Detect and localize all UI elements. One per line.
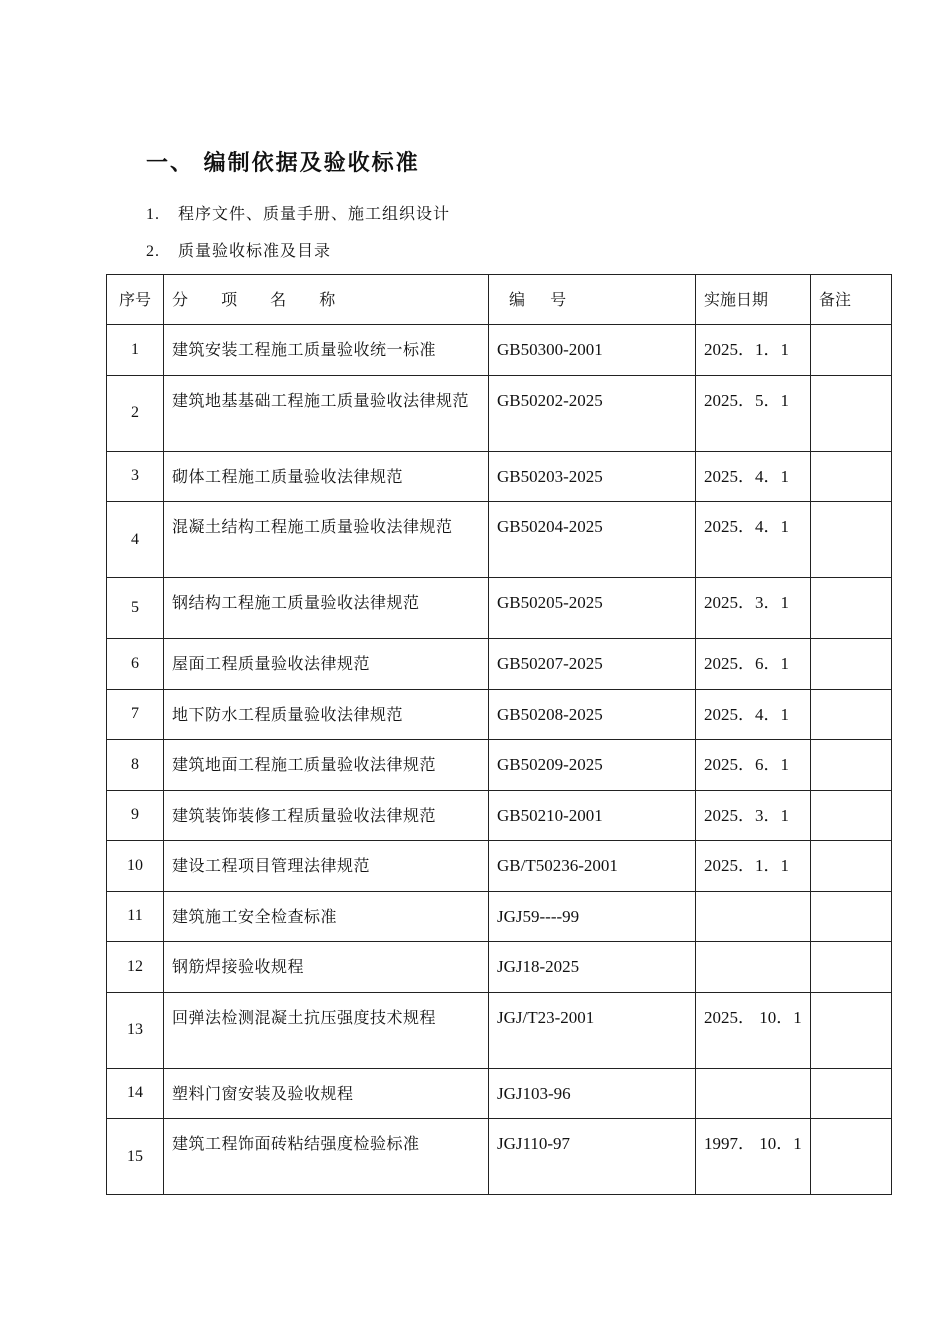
row-remark bbox=[811, 891, 892, 942]
table-row bbox=[107, 689, 892, 740]
row-code: GB50300-2001 bbox=[489, 325, 696, 376]
row-name: 建筑地面工程施工质量验收法律规范 bbox=[164, 740, 489, 791]
row-date: 2025．4．1 bbox=[696, 502, 811, 578]
table-row bbox=[107, 740, 892, 791]
row-date: 2025．3．1 bbox=[696, 578, 811, 639]
row-name: 建筑装饰装修工程质量验收法律规范 bbox=[164, 790, 489, 841]
table-row bbox=[107, 992, 892, 1068]
row-remark bbox=[811, 841, 892, 892]
row-index: 13 bbox=[107, 992, 164, 1068]
row-name: 钢结构工程施工质量验收法律规范 bbox=[164, 578, 489, 639]
row-remark bbox=[811, 689, 892, 740]
row-name: 塑料门窗安装及验收规程 bbox=[164, 1068, 489, 1119]
section-title: 一、 编制依据及验收标准 bbox=[146, 151, 420, 176]
row-name: 建筑地基基础工程施工质量验收法律规范 bbox=[164, 375, 489, 451]
row-code: JGJ103-96 bbox=[489, 1068, 696, 1119]
row-remark bbox=[811, 740, 892, 791]
table-row bbox=[107, 1068, 892, 1119]
row-name: 钢筋焊接验收规程 bbox=[164, 942, 489, 993]
table-row bbox=[107, 790, 892, 841]
header-date: 实施日期 bbox=[696, 275, 811, 325]
row-remark bbox=[811, 639, 892, 690]
row-code: GB50205-2025 bbox=[489, 578, 696, 639]
header-name: 分 项 名 称 bbox=[164, 275, 489, 325]
list-item-number: 1. bbox=[146, 206, 160, 223]
row-index: 1 bbox=[107, 325, 164, 376]
row-name: 回弹法检测混凝土抗压强度技术规程 bbox=[164, 992, 489, 1068]
list-item-text: 程序文件、质量手册、施工组织设计 bbox=[178, 204, 451, 223]
row-name: 屋面工程质量验收法律规范 bbox=[164, 639, 489, 690]
row-index: 2 bbox=[107, 375, 164, 451]
row-date: 2025．3．1 bbox=[696, 790, 811, 841]
row-date: 2025．4．1 bbox=[696, 689, 811, 740]
row-index: 12 bbox=[107, 942, 164, 993]
list-item bbox=[146, 201, 450, 224]
row-code: JGJ18-2025 bbox=[489, 942, 696, 993]
row-date: 2025． 10．1 bbox=[696, 992, 811, 1068]
row-date: 2025．6．1 bbox=[696, 639, 811, 690]
table-row bbox=[107, 841, 892, 892]
row-index: 4 bbox=[107, 502, 164, 578]
row-index: 8 bbox=[107, 740, 164, 791]
row-code: GB50204-2025 bbox=[489, 502, 696, 578]
row-name: 砌体工程施工质量验收法律规范 bbox=[164, 451, 489, 502]
row-date bbox=[696, 942, 811, 993]
row-remark bbox=[811, 1068, 892, 1119]
row-index: 11 bbox=[107, 891, 164, 942]
header-remark: 备注 bbox=[811, 275, 892, 325]
table-header-row bbox=[107, 275, 892, 325]
row-remark bbox=[811, 451, 892, 502]
row-date: 2025．5．1 bbox=[696, 375, 811, 451]
row-index: 9 bbox=[107, 790, 164, 841]
row-remark bbox=[811, 790, 892, 841]
row-date: 2025．4．1 bbox=[696, 451, 811, 502]
table-row bbox=[107, 942, 892, 993]
list-item-text: 质量验收标准及目录 bbox=[178, 241, 332, 260]
row-date: 2025．1．1 bbox=[696, 325, 811, 376]
table-row bbox=[107, 502, 892, 578]
row-remark bbox=[811, 325, 892, 376]
row-index: 7 bbox=[107, 689, 164, 740]
row-code: GB/T50236-2001 bbox=[489, 841, 696, 892]
list-item-number: 2. bbox=[146, 243, 160, 260]
row-code: JGJ/T23-2001 bbox=[489, 992, 696, 1068]
row-code: GB50202-2025 bbox=[489, 375, 696, 451]
row-date bbox=[696, 1068, 811, 1119]
row-remark bbox=[811, 502, 892, 578]
row-date: 2025．1．1 bbox=[696, 841, 811, 892]
row-index: 10 bbox=[107, 841, 164, 892]
row-name: 建筑施工安全检查标准 bbox=[164, 891, 489, 942]
row-name: 建筑工程饰面砖粘结强度检验标准 bbox=[164, 1119, 489, 1195]
row-remark bbox=[811, 1119, 892, 1195]
row-remark bbox=[811, 375, 892, 451]
table-body bbox=[107, 325, 892, 1195]
row-remark bbox=[811, 942, 892, 993]
table-row bbox=[107, 325, 892, 376]
row-remark bbox=[811, 992, 892, 1068]
row-remark bbox=[811, 578, 892, 639]
row-name: 混凝土结构工程施工质量验收法律规范 bbox=[164, 502, 489, 578]
row-index: 14 bbox=[107, 1068, 164, 1119]
row-code: GB50207-2025 bbox=[489, 639, 696, 690]
row-date: 2025．6．1 bbox=[696, 740, 811, 791]
row-code: JGJ59----99 bbox=[489, 891, 696, 942]
list-item bbox=[146, 238, 331, 261]
row-index: 5 bbox=[107, 578, 164, 639]
standards-table bbox=[106, 274, 892, 1195]
row-date: 1997． 10．1 bbox=[696, 1119, 811, 1195]
row-code: GB50203-2025 bbox=[489, 451, 696, 502]
table-row bbox=[107, 451, 892, 502]
table-row bbox=[107, 891, 892, 942]
header-index: 序号 bbox=[107, 275, 164, 325]
header-code: 编 号 bbox=[489, 275, 696, 325]
table-row bbox=[107, 578, 892, 639]
row-code: GB50210-2001 bbox=[489, 790, 696, 841]
table-row bbox=[107, 1119, 892, 1195]
row-code: JGJ110-97 bbox=[489, 1119, 696, 1195]
row-date bbox=[696, 891, 811, 942]
table-row bbox=[107, 375, 892, 451]
table-row bbox=[107, 639, 892, 690]
row-index: 15 bbox=[107, 1119, 164, 1195]
row-code: GB50209-2025 bbox=[489, 740, 696, 791]
row-name: 建设工程项目管理法律规范 bbox=[164, 841, 489, 892]
row-name: 地下防水工程质量验收法律规范 bbox=[164, 689, 489, 740]
row-index: 3 bbox=[107, 451, 164, 502]
row-index: 6 bbox=[107, 639, 164, 690]
row-name: 建筑安装工程施工质量验收统一标准 bbox=[164, 325, 489, 376]
row-code: GB50208-2025 bbox=[489, 689, 696, 740]
